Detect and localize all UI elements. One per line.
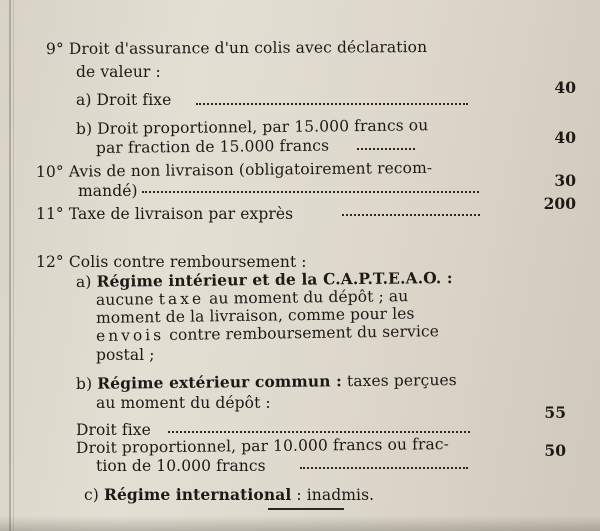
item-10-number: 10°: [35, 162, 64, 181]
item-12a-envois: envois: [95, 326, 165, 345]
page-fold-shadow: [13, 0, 14, 531]
item-12-heading: [36, 253, 307, 271]
item-9a-line: [76, 91, 171, 109]
closing-rule: [268, 508, 344, 510]
item-12b-title-rest: taxes perçues: [346, 371, 457, 391]
leader-dots: [357, 146, 415, 150]
item-12a-title: Régime intérieur et de la C.A.P.T.E.A.O. :: [96, 268, 453, 291]
item-12c-rest: : inadmis.: [296, 486, 375, 504]
item-9b-line-1: [76, 116, 428, 138]
item-12b-label: b): [75, 374, 93, 393]
item-12b-prop-line-1: Droit proportionnel, par 10.000 francs ou frac-: [75, 435, 449, 457]
item-12a-label: a): [75, 272, 92, 291]
item-9-number: 9°: [45, 39, 64, 58]
item-12b-droit-fixe-value: 55: [544, 403, 566, 422]
leader-dots: [300, 465, 468, 469]
item-12b-droit-fixe: Droit fixe: [76, 421, 151, 439]
leader-dots: [196, 101, 468, 105]
item-11-line: [36, 205, 293, 223]
item-9b-value: 40: [554, 128, 576, 147]
item-12b-line-2: au moment du dépôt :: [96, 394, 271, 412]
page-fold-line: [9, 0, 11, 531]
item-10-text-1: Avis de non livraison (obligatoirement recom-: [68, 158, 433, 181]
item-9a-text: Droit fixe: [96, 91, 172, 109]
item-9b-text-1: Droit proportionnel, par 15.000 francs ou: [97, 116, 429, 138]
item-9a-value: 40: [554, 78, 576, 97]
item-9-line-1: [46, 38, 427, 58]
item-12b-title: Régime extérieur commun :: [97, 371, 343, 393]
item-12a-taxe: taxe: [158, 289, 205, 309]
item-12a-line-4-rest: contre remboursement du service: [169, 322, 440, 344]
item-11-value: 200: [543, 194, 576, 213]
item-11-text: Taxe de livraison par exprès: [68, 205, 294, 223]
item-9-line-2: de valeur :: [76, 63, 161, 81]
item-12a-line-2-rest: au moment du dépôt ; au: [208, 287, 409, 308]
item-12b-prop-line-2: tion de 10.000 francs: [96, 457, 266, 475]
item-12b-prop-value: 50: [544, 441, 566, 460]
item-12b-line-1: [76, 371, 457, 393]
leader-dots: [342, 212, 480, 216]
item-10-line-2: mandé): [78, 182, 138, 200]
item-12a-line-3: moment de la livraison, comme pour les: [95, 304, 415, 327]
item-9b-line-2: par fraction de 15.000 francs: [95, 136, 330, 157]
item-12c-title: Régime international: [103, 485, 292, 504]
item-12c-line: [84, 486, 374, 504]
item-12a-aucune: aucune: [95, 290, 154, 309]
item-9-title: Droit d'assurance d'un colis avec déclaration: [68, 38, 428, 58]
item-12c-label: c): [84, 486, 99, 504]
item-10-value: 30: [554, 171, 576, 190]
item-12-number: 12°: [36, 253, 64, 271]
item-10-line-1: [36, 159, 432, 181]
leader-dots: [142, 189, 479, 193]
item-12a-line-5: postal ;: [96, 346, 155, 364]
bottom-shadow: [0, 516, 600, 531]
item-9a-label: a): [76, 91, 92, 109]
item-12-heading-text: Colis contre remboursement :: [68, 253, 307, 271]
item-9b-label: b): [75, 119, 93, 138]
item-11-number: 11°: [36, 205, 64, 223]
leader-dots: [168, 429, 470, 433]
item-12a-line-4: [96, 322, 439, 345]
